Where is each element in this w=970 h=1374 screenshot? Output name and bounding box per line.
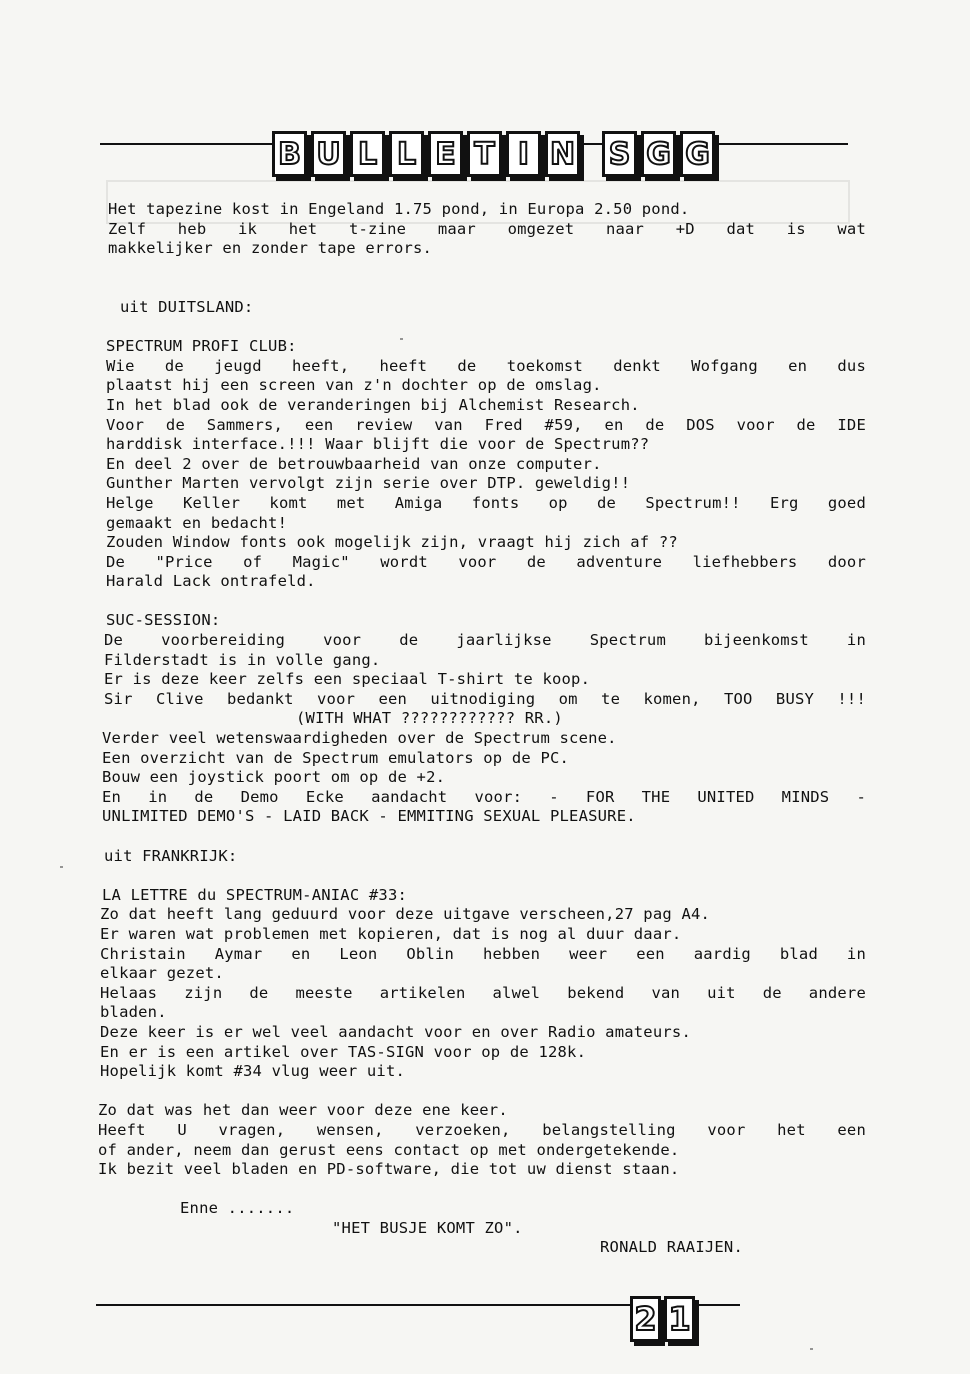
text-line: (WITH WHAT ???????????? RR.) [296, 709, 563, 728]
section-heading: SPECTRUM PROFI CLUB: [106, 337, 297, 356]
text-line: Er is deze keer zelfs een speciaal T-shirt te koop. [104, 670, 591, 689]
page-number-digit: 1 [664, 1296, 695, 1342]
text-line: bladen. [100, 1003, 167, 1022]
text-line: Een overzicht van de Spectrum emulators op de PC. [102, 748, 570, 767]
text-line: elkaar gezet. [100, 964, 224, 983]
footer-rule-left [96, 1304, 630, 1306]
text-line: Ik bezit veel bladen en PD-software, die tot uw dienst staan. [98, 1160, 680, 1179]
signoff-slogan: "HET BUSJE KOMT ZO". [332, 1218, 523, 1237]
title-word-sgg [602, 131, 715, 177]
text-line: Christain Aymar en Leon Oblin hebben weer een aardig blad in [100, 944, 866, 963]
page-number-digit: 2 [630, 1296, 661, 1342]
title-letter-tile: G [680, 131, 715, 177]
text-line: Gunther Marten vervolgt zijn serie over DTP. geweldig!! [106, 474, 631, 493]
text-line: Voor de Sammers, een review van Fred #59, en de DOS voor de IDE [106, 415, 866, 434]
section-heading: uit DUITSLAND: [120, 297, 254, 316]
title-letter-tile: E [428, 131, 463, 177]
text-line: Sir Clive bedankt voor een uitnodiging om te komen, TOO BUSY !!! [104, 689, 866, 708]
text-line: gemaakt en bedacht! [106, 513, 288, 532]
signoff-name: RONALD RAAIJEN. [600, 1238, 743, 1257]
text-line: Wie de jeugd heeft, heeft de toekomst denkt Wofgang en dus [106, 356, 866, 375]
bulletin-title [272, 131, 715, 185]
signoff-enne: Enne ....... [180, 1199, 295, 1218]
text-line: plaatst hij een screen van z'n dochter op de omslag. [106, 376, 602, 395]
text-line: Bouw een joystick poort om op de +2. [102, 768, 446, 787]
title-letter-tile: G [641, 131, 676, 177]
text-line: Filderstadt is in volle gang. [104, 650, 381, 669]
text-line: Het tapezine kost in Engeland 1.75 pond, in Europa 2.50 pond. [108, 200, 690, 218]
text-line: En deel 2 over de betrouwbaarheid van onze computer. [106, 454, 602, 473]
text-line: Helge Keller komt met Amiga fonts op de Spectrum!! Erg goed [106, 493, 866, 512]
title-letter-tile: L [389, 131, 424, 177]
text-line: Helaas zijn de meeste artikelen alwel bekend van uit de andere [100, 983, 866, 1002]
title-word-bulletin [272, 131, 580, 177]
text-line: In het blad ook de veranderingen bij Alchemist Research. [106, 395, 640, 414]
text-line: of ander, neem dan gerust eens contact op met ondergetekende. [98, 1140, 680, 1159]
section-heading: SUC-SESSION: [106, 611, 221, 630]
footer-rule-right [688, 1304, 740, 1306]
text-line: Zelf heb ik het t-zine maar omgezet naar +D dat is wat [108, 219, 866, 238]
text-line: En in de Demo Ecke aandacht voor: - FOR THE UNITED MINDS - [102, 787, 866, 806]
text-line: UNLIMITED DEMO'S - LAID BACK - EMMITING SEXUAL PLEASURE. [102, 807, 636, 826]
title-letter-tile: N [545, 131, 580, 177]
text-line: Hopelijk komt #34 vlug weer uit. [100, 1062, 406, 1081]
text-line: Zo dat heeft lang geduurd voor deze uitgave verscheen,27 pag A4. [100, 905, 711, 924]
text-line: Zouden Window fonts ook mogelijk zijn, vraagt hij zich af ?? [106, 533, 678, 552]
article-body [96, 200, 866, 1258]
text-line: harddisk interface.!!! Waar blijft die voor de Spectrum?? [106, 435, 650, 454]
text-line: Heeft U vragen, wensen, verzoeken, belangstelling voor het een [98, 1120, 866, 1139]
text-line: makkelijker en zonder tape errors. [108, 239, 433, 258]
title-letter-tile: L [350, 131, 385, 177]
text-line: Er waren wat problemen met kopieren, dat is nog al duur daar. [100, 924, 682, 943]
title-letter-tile: S [602, 131, 637, 177]
text-line: De "Price of Magic" wordt voor de adventure liefhebbers door [106, 552, 866, 571]
title-letter-tile: T [467, 131, 502, 177]
title-letter-tile: I [506, 131, 541, 177]
section-heading: uit FRANKRIJK: [104, 846, 238, 865]
page-number [630, 1296, 695, 1342]
section-heading: LA LETTRE du SPECTRUM-ANIAC #33: [102, 885, 408, 904]
title-letter-tile: U [311, 131, 346, 177]
text-line: De voorbereiding voor de jaarlijkse Spectrum bijeenkomst in [104, 631, 866, 650]
text-line: Deze keer is er wel veel aandacht voor en over Radio amateurs. [100, 1022, 691, 1041]
text-line: Zo dat was het dan weer voor deze ene keer. [98, 1101, 508, 1120]
text-line: Harald Lack ontrafeld. [106, 572, 316, 591]
text-line: En er is een artikel over TAS-SIGN voor op de 128k. [100, 1042, 587, 1061]
text-line: Verder veel wetenswaardigheden over de Spectrum scene. [102, 729, 617, 748]
title-letter-tile: B [272, 131, 307, 177]
